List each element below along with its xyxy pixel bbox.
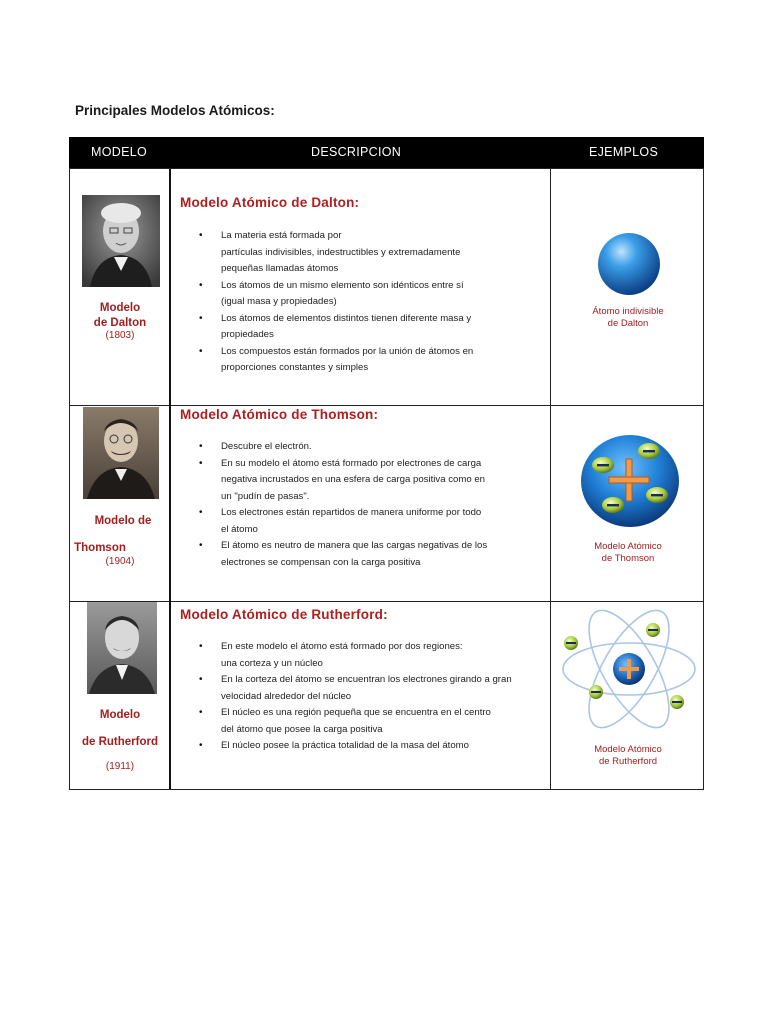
model-cell	[69, 168, 169, 405]
bullet-list	[199, 439, 542, 571]
list-item: • El átomo es neutro de manera que las cargas negativas de los electrones se compensan con la carga positiva	[199, 538, 542, 571]
list-item: • En la corteza del átomo se encuentran los electrones girando a gran velocidad alrededor del núcleo	[199, 672, 542, 705]
header-descripcion: DESCRIPCION	[311, 145, 402, 159]
model-label: Thomson	[74, 542, 126, 554]
list-item: • Descubre el electrón.	[199, 439, 542, 456]
example-caption: Átomo indivisible	[592, 306, 664, 317]
list-item: • Los electrones están repartidos de manera uniforme por todo el átomo	[199, 505, 542, 538]
rutherford-atom-icon	[559, 607, 699, 737]
example-caption: de Dalton	[607, 318, 649, 329]
dalton-portrait	[82, 195, 160, 287]
model-label: Modelo	[99, 302, 141, 314]
example-cell	[550, 405, 704, 601]
bullet-list	[199, 639, 542, 755]
table-row-rutherford	[69, 601, 704, 790]
list-item: • Los compuestos están formados por la unión de átomos en proporciones constantes y simples	[199, 344, 542, 377]
model-label: Modelo de	[94, 515, 152, 527]
model-label: de Rutherford	[81, 736, 159, 748]
description-cell	[169, 405, 550, 601]
model-year: (1803)	[105, 330, 135, 341]
list-item: • En su modelo el átomo está formado por electrones de carga negativa incrustados en una esfera de carga positiva como en un "pudín de pasas".	[199, 456, 542, 506]
model-cell	[69, 601, 169, 789]
model-label: de Dalton	[93, 317, 147, 329]
list-item: • En este modelo el átomo está formado por dos regiones: una corteza y un núcleo	[199, 639, 542, 672]
dalton-sphere-icon	[595, 232, 663, 296]
description-title: Modelo Atómico de Thomson:	[180, 407, 379, 422]
example-caption: Modelo Atómico	[594, 541, 662, 552]
example-caption: de Thomson	[601, 553, 655, 564]
description-cell	[169, 601, 550, 789]
bullet-list	[199, 228, 542, 377]
table-row-dalton	[69, 168, 704, 405]
list-item: • El núcleo es una región pequeña que se encuentra en el centro del átomo que posee la carga positiva	[199, 705, 542, 738]
table-header	[69, 137, 704, 168]
header-modelo: MODELO	[91, 145, 147, 159]
model-year: (1911)	[105, 761, 135, 772]
list-item: • El núcleo posee la práctica totalidad de la masa del átomo	[199, 738, 542, 755]
thomson-atom-icon	[579, 433, 681, 529]
table-row-thomson	[69, 405, 704, 601]
page-title: Principales Modelos Atómicos:	[75, 103, 275, 118]
example-cell	[550, 601, 704, 789]
model-label: Modelo	[99, 709, 141, 721]
list-item: • La materia está formada por partículas indivisibles, indestructibles y extremadamente pequeñas llamadas átomos	[199, 228, 542, 278]
list-item: • Los átomos de un mismo elemento son idénticos entre sí (igual masa y propiedades)	[199, 278, 542, 311]
example-caption: de Rutherford	[598, 756, 658, 767]
header-ejemplos: EJEMPLOS	[589, 145, 659, 159]
rutherford-portrait	[87, 602, 157, 694]
description-title: Modelo Atómico de Dalton:	[180, 195, 360, 210]
example-cell	[550, 168, 704, 405]
example-caption: Modelo Atómico	[594, 744, 662, 755]
list-item: • Los átomos de elementos distintos tienen diferente masa y propiedades	[199, 311, 542, 344]
description-title: Modelo Atómico de Rutherford:	[180, 607, 388, 622]
model-cell	[69, 405, 169, 601]
model-year: (1904)	[105, 556, 135, 567]
description-cell	[169, 168, 550, 405]
thomson-portrait	[83, 407, 159, 499]
